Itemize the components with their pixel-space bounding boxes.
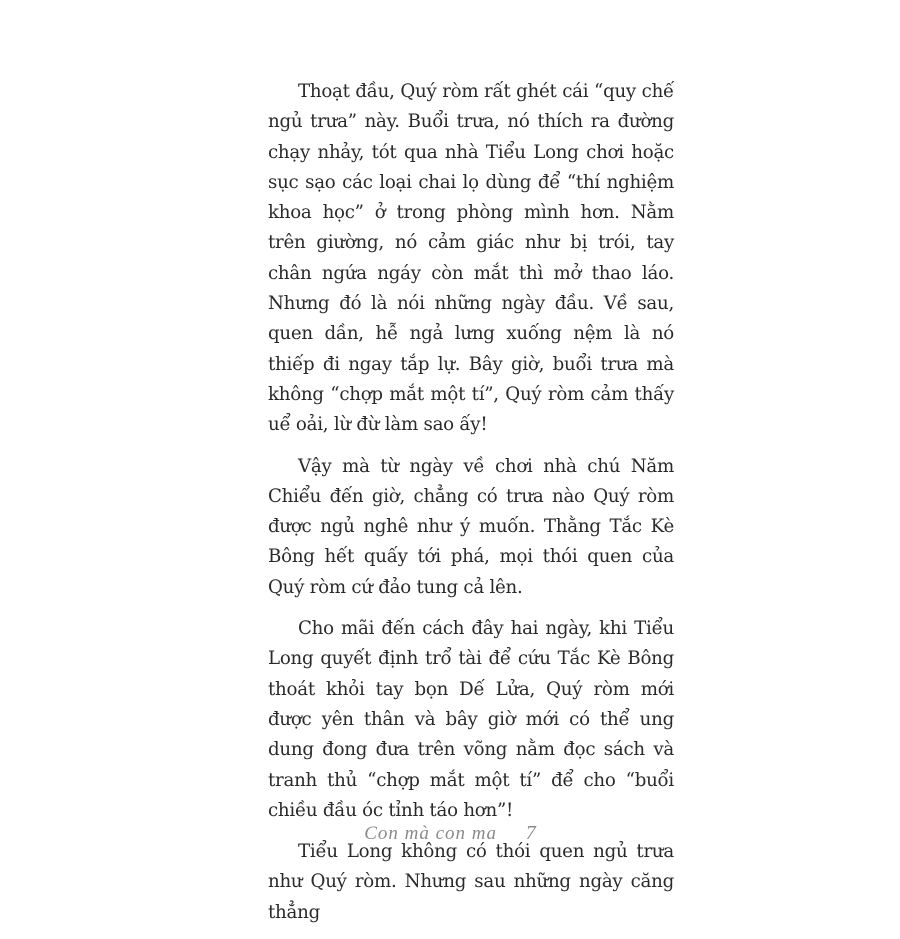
- paragraph-1: Thoạt đầu, Quý ròm rất ghét cái “quy chế ngủ trưa” này. Buổi trưa, nó thích ra đường chạy nhảy, tót qua nhà Tiểu Long chơi hoặc sục sạo các loại chai lọ dùng để “thí nghiệm khoa học” ở trong phòng mình hơn. Nằm trên giường, nó cảm giác như bị trói, tay chân ngứa ngáy còn mắt thì mở thao láo. Nhưng đó là nói những ngày đầu. Về sau, quen dần, hễ ngả lưng xuống nệm là nó thiếp đi ngay tắp lự. Bây giờ, buổi trưa mà không “chợp mắt một tí”, Quý ròm cảm thấy uể oải, lừ đừ làm sao ấy!: [268, 81, 674, 436]
- page-number: 7: [525, 822, 536, 844]
- paragraph-3: Cho mãi đến cách đây hai ngày, khi Tiểu Long quyết định trổ tài để cứu Tắc Kè Bông thoát khỏi tay bọn Dế Lửa, Quý ròm mới được yên thân và bây giờ mới có thể ung dung đong đưa trên võng nằm đọc sách và tranh thủ “chợp mắt một tí” để cho “buổi chiều đầu óc tỉnh táo hơn”!: [268, 618, 674, 821]
- body-text: [268, 77, 674, 939]
- paragraph-2: Vậy mà từ ngày về chơi nhà chú Năm Chiểu đến giờ, chẳng có trưa nào Quý ròm được ngủ nghê như ý muốn. Thằng Tắc Kè Bông hết quấy tới phá, mọi thói quen của Quý ròm cứ đảo tung cả lên.: [268, 455, 674, 598]
- page-footer: [0, 822, 900, 845]
- running-book-title: Con mà con ma: [364, 823, 498, 844]
- paragraph-4: Tiểu Long không có thói quen ngủ trưa như Quý ròm. Nhưng sau những ngày căng thẳng: [268, 841, 674, 923]
